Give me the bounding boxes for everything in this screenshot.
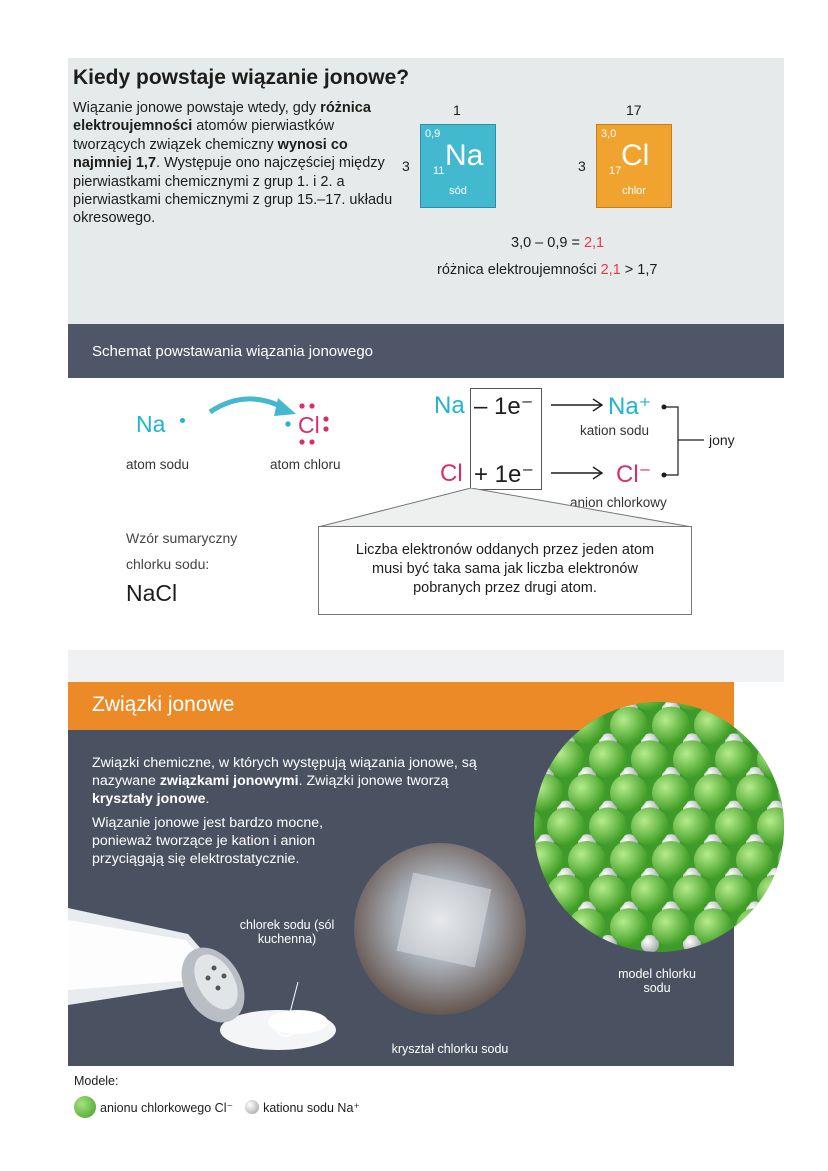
anion-sphere — [757, 702, 784, 711]
anion-sphere — [715, 875, 753, 913]
ionic-title: Związki jonowe — [92, 693, 235, 716]
eq2-arrow — [551, 466, 605, 480]
anion-sphere — [673, 807, 711, 845]
crystal-highlight — [397, 873, 492, 968]
anion-sphere — [589, 875, 627, 913]
anion-sphere — [547, 807, 585, 845]
anion-sphere — [568, 841, 606, 879]
anion-sphere — [631, 807, 669, 845]
ionic-paragraph-2: Wiązanie jonowe jest bardzo mocne, ponieważ tworzące je kation i anion przyciągają się elektrostatycznie. — [92, 815, 324, 867]
anion-sphere — [652, 707, 690, 745]
anion-sphere — [778, 841, 784, 879]
crystal-label: kryształ chlorku sodu — [391, 1042, 509, 1056]
formula-caption-2: chlorku sodu: — [126, 556, 210, 572]
diff-tail: > 1,7 — [620, 262, 658, 278]
anion-sphere — [694, 774, 732, 812]
legend — [74, 1096, 360, 1118]
anion-sphere — [652, 908, 690, 946]
cation-sphere — [767, 935, 784, 952]
eq1-caption: kation sodu — [580, 423, 650, 438]
intro-bold-1: różnica elektroujemności — [73, 100, 371, 135]
anion-sphere — [610, 908, 648, 946]
cl-period-number: 3 — [578, 158, 586, 174]
salt-shaker-image — [68, 890, 348, 1070]
eq2-left: Cl — [440, 460, 463, 487]
anion-sphere — [589, 807, 627, 845]
na-group-number: 1 — [453, 102, 461, 118]
na-atom-symbol: Na — [136, 411, 166, 437]
anion-sphere — [715, 807, 753, 845]
anion-sphere — [589, 740, 627, 778]
nacl-lattice-model — [534, 702, 784, 952]
anion-sphere — [694, 841, 732, 879]
legend-anion: anionu chlorkowego Cl⁻ — [100, 1100, 234, 1115]
anion-sphere — [736, 908, 774, 946]
na-symbol: Na — [445, 139, 484, 172]
note-text: Liczba elektronów oddanych przez jeden atom musi być taka sama jak liczba elektronów pobranych przez drugi atom. — [355, 542, 655, 596]
electronegativity-calculation — [511, 235, 604, 251]
diff-label: różnica elektroujemności — [437, 262, 601, 278]
anion-sphere — [715, 740, 753, 778]
ionic-paragraph-1: Związki chemiczne, w których występują wiązania jonowe, są nazywane związkami jonowymi. Związki jonowe tworzą kryształy jonowe. — [92, 755, 477, 807]
ions-bracket — [660, 402, 710, 482]
electronegativity-difference — [437, 262, 657, 278]
model-label: model chlorku sodu — [618, 967, 696, 995]
anion-sphere — [736, 841, 774, 879]
anion-sphere — [610, 841, 648, 879]
sodium-element-tile — [420, 124, 496, 208]
cl-symbol: Cl — [621, 139, 650, 172]
cl-atom-caption: atom chloru — [270, 457, 341, 472]
section-title: Kiedy powstaje wiązanie jonowe? — [73, 66, 410, 89]
section-divider — [68, 650, 784, 682]
na-valence-electron — [180, 418, 185, 423]
scheme-title: Schemat powstawania wiązania jonowego — [92, 343, 374, 360]
cl-atom-symbol: Cl — [298, 412, 320, 438]
cl-electron-dots — [282, 400, 342, 448]
intro-text-1: Wiązanie jonowe powstaje wtedy, gdy — [73, 100, 321, 116]
lattice-spheres — [534, 702, 784, 952]
eq1-operation: – 1e⁻ — [474, 393, 534, 420]
eq2-right: Cl⁻ — [616, 461, 652, 488]
salt-label: chlorek sodu (sól kuchenna) — [239, 918, 335, 946]
calc-text: 3,0 – 0,9 = — [511, 235, 584, 251]
eq1-arrow — [551, 398, 605, 412]
cl-atomic-number: 17 — [609, 165, 622, 177]
cl-electronegativity: 3,0 — [601, 128, 617, 140]
ions-label: jony — [709, 432, 735, 448]
anion-sphere — [778, 707, 784, 745]
anion-sphere — [610, 707, 648, 745]
anion-sphere-icon — [74, 1096, 96, 1118]
anion-sphere — [652, 774, 690, 812]
note-box — [318, 526, 692, 615]
calc-result: 2,1 — [583, 235, 605, 251]
formula-caption-1: Wzór sumaryczny — [126, 530, 238, 546]
eq2-operation: + 1e⁻ — [474, 461, 535, 488]
note-pointer — [318, 488, 692, 528]
intro-paragraph — [73, 99, 393, 228]
eq1-left: Na — [434, 392, 465, 419]
cation-sphere — [746, 702, 764, 718]
anion-sphere — [631, 875, 669, 913]
anion-sphere — [631, 740, 669, 778]
intro-bold-2: wynosi co najmniej 1,7 — [73, 136, 348, 172]
anion-sphere — [610, 774, 648, 812]
cation-sphere — [767, 733, 784, 751]
intro-text-3: . Występuje ono najczęściej między pierwiastkami chemicznymi z grup 1. i 2. a pierwiastkami chemicznymi z grup 15.–17. układu okresowego. — [73, 155, 393, 227]
chlorine-element-tile — [596, 124, 672, 208]
legend-cation: kationu sodu Na⁺ — [263, 1100, 361, 1115]
anion-sphere — [736, 707, 774, 745]
na-period-number: 3 — [402, 158, 410, 174]
intro-text-2: atomów pierwiastków tworzących związek chemiczny — [73, 118, 335, 153]
anion-sphere — [652, 841, 690, 879]
na-atom-caption: atom sodu — [126, 457, 190, 472]
anion-sphere — [673, 740, 711, 778]
na-atomic-number: 11 — [433, 165, 445, 177]
cl-group-number: 17 — [626, 102, 642, 118]
anion-sphere — [673, 875, 711, 913]
anion-sphere — [568, 774, 606, 812]
diff-value: 2,1 — [600, 262, 621, 278]
legend-title: Modele: — [74, 1074, 119, 1088]
na-name: sód — [449, 185, 467, 197]
nacl-formula: NaCl — [126, 580, 178, 606]
na-electronegativity: 0,9 — [425, 128, 441, 140]
anion-sphere — [736, 774, 774, 812]
anion-sphere — [778, 908, 784, 946]
salt-magnifier-circle — [272, 1012, 302, 1042]
cl-name: chlor — [622, 185, 646, 197]
eq1-right: Na⁺ — [608, 393, 652, 420]
eq2-caption: anion chlorkowy — [570, 495, 667, 510]
anion-sphere — [757, 875, 784, 913]
cation-sphere-icon — [245, 1100, 259, 1114]
